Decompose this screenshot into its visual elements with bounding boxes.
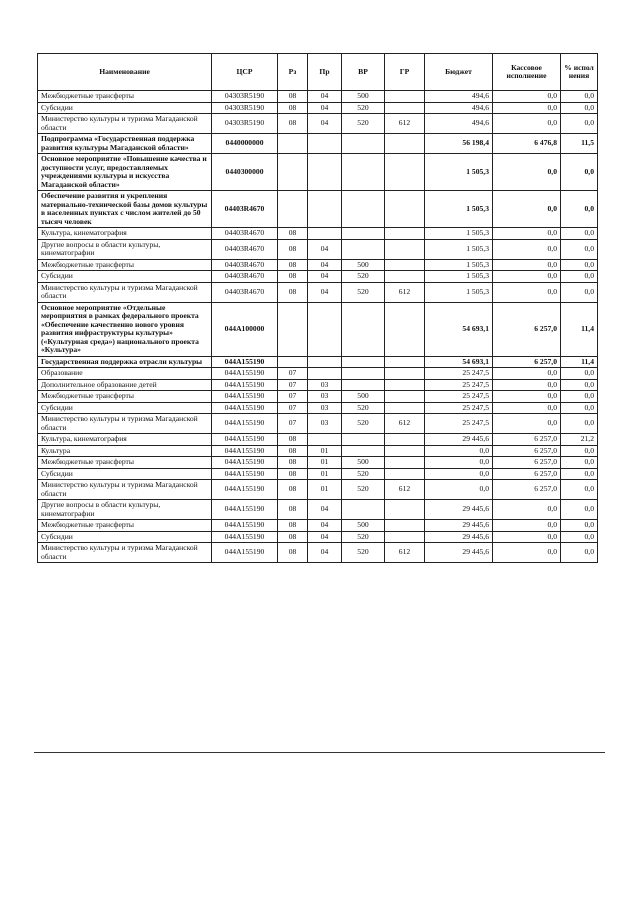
cell-budget: 0,0 <box>425 445 493 457</box>
cell-cash: 0,0 <box>493 239 561 259</box>
cell-cash: 0,0 <box>493 391 561 403</box>
cell-rz: 08 <box>278 457 308 469</box>
cell-rz: 08 <box>278 102 308 114</box>
header-vr: ВР <box>342 54 385 91</box>
cell-csr: 044A155190 <box>212 368 278 380</box>
cell-cash: 6 257,0 <box>493 356 561 368</box>
table-row <box>38 434 598 446</box>
table-row <box>38 259 598 271</box>
cell-rz: 08 <box>278 500 308 520</box>
cell-name: Основное мероприятие «Отдельные мероприятия в рамках федерального проекта «Обеспечение качественно нового уровня развития инфраструктуры культуры» («Культурная среда») национального проекта «Культура» <box>38 302 212 356</box>
cell-vr <box>342 434 385 446</box>
cell-gr <box>385 434 425 446</box>
cell-vr: 520 <box>342 271 385 283</box>
cell-csr: 044A155190 <box>212 402 278 414</box>
cell-name: Министерство культуры и туризма Магаданской области <box>38 414 212 434</box>
cell-gr <box>385 500 425 520</box>
cell-gr: 612 <box>385 480 425 500</box>
table-row <box>38 457 598 469</box>
table-row <box>38 228 598 240</box>
cell-percent: 0,0 <box>561 114 598 134</box>
table-row <box>38 379 598 391</box>
cell-vr: 520 <box>342 282 385 302</box>
cell-percent: 0,0 <box>561 543 598 563</box>
table-row <box>38 531 598 543</box>
cell-budget: 494,6 <box>425 91 493 103</box>
cell-pr <box>308 356 342 368</box>
table-row <box>38 302 598 356</box>
cell-vr: 500 <box>342 391 385 403</box>
cell-budget: 29 445,6 <box>425 434 493 446</box>
cell-pr: 03 <box>308 414 342 434</box>
cell-vr <box>342 368 385 380</box>
cell-cash: 6 257,0 <box>493 480 561 500</box>
cell-vr <box>342 500 385 520</box>
cell-cash: 0,0 <box>493 543 561 563</box>
cell-name: Обеспечение развития и укрепления материально-технической базы домов культуры в населенных пунктах с числом жителей до 50 тысяч человек <box>38 191 212 228</box>
cell-vr: 500 <box>342 520 385 532</box>
cell-percent: 0,0 <box>561 91 598 103</box>
table-row <box>38 102 598 114</box>
cell-vr: 500 <box>342 457 385 469</box>
cell-cash: 0,0 <box>493 102 561 114</box>
table-row <box>38 391 598 403</box>
cell-csr: 04303R5190 <box>212 91 278 103</box>
cell-csr: 044A155190 <box>212 468 278 480</box>
cell-vr: 520 <box>342 114 385 134</box>
table-row <box>38 445 598 457</box>
cell-cash: 6 257,0 <box>493 468 561 480</box>
cell-cash: 0,0 <box>493 91 561 103</box>
header-gr: ГР <box>385 54 425 91</box>
cell-vr <box>342 302 385 356</box>
cell-name: Государственная поддержка отрасли культуры <box>38 356 212 368</box>
cell-pr: 04 <box>308 239 342 259</box>
cell-pr: 04 <box>308 500 342 520</box>
cell-budget: 1 505,3 <box>425 191 493 228</box>
cell-budget: 1 505,3 <box>425 239 493 259</box>
cell-pr: 04 <box>308 520 342 532</box>
cell-gr <box>385 134 425 154</box>
cell-pr: 04 <box>308 91 342 103</box>
cell-csr: 044A155190 <box>212 356 278 368</box>
cell-cash: 0,0 <box>493 154 561 191</box>
cell-percent: 11,4 <box>561 356 598 368</box>
cell-pr <box>308 154 342 191</box>
cell-name: Субсидии <box>38 102 212 114</box>
cell-gr <box>385 91 425 103</box>
table-row <box>38 271 598 283</box>
cell-csr: 0440300000 <box>212 154 278 191</box>
cell-pr <box>308 302 342 356</box>
cell-cash: 0,0 <box>493 368 561 380</box>
cell-name: Субсидии <box>38 531 212 543</box>
header-percent: % испол нения <box>561 54 598 91</box>
cell-rz: 07 <box>278 414 308 434</box>
header-budget: Бюджет <box>425 54 493 91</box>
cell-percent: 0,0 <box>561 402 598 414</box>
header-cash: Кассовое исполнение <box>493 54 561 91</box>
cell-cash: 6 257,0 <box>493 457 561 469</box>
cell-budget: 54 693,1 <box>425 356 493 368</box>
cell-name: Межбюджетные трансферты <box>38 91 212 103</box>
cell-gr: 612 <box>385 414 425 434</box>
cell-cash: 0,0 <box>493 414 561 434</box>
cell-name: Субсидии <box>38 402 212 414</box>
cell-budget: 25 247,5 <box>425 391 493 403</box>
cell-rz: 08 <box>278 228 308 240</box>
cell-cash: 0,0 <box>493 114 561 134</box>
cell-percent: 0,0 <box>561 282 598 302</box>
table-row <box>38 282 598 302</box>
cell-gr <box>385 391 425 403</box>
cell-csr: 044A155190 <box>212 520 278 532</box>
header-csr: ЦСР <box>212 54 278 91</box>
cell-csr: 04403R4670 <box>212 282 278 302</box>
cell-csr: 04303R5190 <box>212 102 278 114</box>
cell-budget: 0,0 <box>425 457 493 469</box>
cell-rz: 07 <box>278 391 308 403</box>
cell-rz: 08 <box>278 259 308 271</box>
cell-budget: 54 693,1 <box>425 302 493 356</box>
cell-rz: 08 <box>278 271 308 283</box>
cell-budget: 25 247,5 <box>425 368 493 380</box>
cell-name: Межбюджетные трансферты <box>38 457 212 469</box>
cell-percent: 0,0 <box>561 468 598 480</box>
cell-cash: 0,0 <box>493 271 561 283</box>
cell-csr: 044A155190 <box>212 379 278 391</box>
cell-percent: 11,4 <box>561 302 598 356</box>
cell-vr: 520 <box>342 480 385 500</box>
cell-vr <box>342 239 385 259</box>
cell-gr <box>385 356 425 368</box>
cell-budget: 494,6 <box>425 114 493 134</box>
cell-csr: 04403R4670 <box>212 191 278 228</box>
table-row <box>38 414 598 434</box>
cell-rz: 08 <box>278 434 308 446</box>
cell-budget: 25 247,5 <box>425 402 493 414</box>
cell-csr: 044A155190 <box>212 414 278 434</box>
cell-name: Министерство культуры и туризма Магаданской области <box>38 543 212 563</box>
cell-rz <box>278 154 308 191</box>
cell-csr: 04303R5190 <box>212 114 278 134</box>
table-row <box>38 134 598 154</box>
cell-pr: 03 <box>308 391 342 403</box>
cell-vr <box>342 134 385 154</box>
table-row <box>38 543 598 563</box>
table-row <box>38 402 598 414</box>
cell-gr <box>385 271 425 283</box>
cell-percent: 0,0 <box>561 271 598 283</box>
cell-name: Министерство культуры и туризма Магаданской области <box>38 114 212 134</box>
cell-vr <box>342 445 385 457</box>
cell-rz: 08 <box>278 531 308 543</box>
cell-csr: 044A155190 <box>212 531 278 543</box>
cell-gr <box>385 368 425 380</box>
table-row <box>38 239 598 259</box>
cell-budget: 1 505,3 <box>425 228 493 240</box>
cell-name: Министерство культуры и туризма Магаданской области <box>38 282 212 302</box>
cell-pr <box>308 434 342 446</box>
cell-percent: 0,0 <box>561 520 598 532</box>
cell-pr: 04 <box>308 114 342 134</box>
cell-budget: 1 505,3 <box>425 282 493 302</box>
cell-percent: 0,0 <box>561 259 598 271</box>
cell-vr: 500 <box>342 91 385 103</box>
cell-cash: 0,0 <box>493 259 561 271</box>
cell-rz: 08 <box>278 239 308 259</box>
cell-cash: 6 257,0 <box>493 434 561 446</box>
cell-budget: 0,0 <box>425 480 493 500</box>
cell-percent: 0,0 <box>561 445 598 457</box>
cell-gr <box>385 191 425 228</box>
table-row <box>38 368 598 380</box>
cell-budget: 1 505,3 <box>425 259 493 271</box>
cell-rz: 08 <box>278 543 308 563</box>
cell-gr <box>385 228 425 240</box>
cell-pr: 04 <box>308 259 342 271</box>
cell-gr <box>385 468 425 480</box>
cell-name: Субсидии <box>38 468 212 480</box>
cell-vr <box>342 154 385 191</box>
cell-pr: 01 <box>308 445 342 457</box>
header-pr: Пр <box>308 54 342 91</box>
cell-pr: 01 <box>308 468 342 480</box>
cell-csr: 044A155190 <box>212 500 278 520</box>
cell-percent: 0,0 <box>561 191 598 228</box>
cell-gr <box>385 102 425 114</box>
cell-percent: 0,0 <box>561 368 598 380</box>
cell-pr <box>308 191 342 228</box>
table-row <box>38 480 598 500</box>
table-row <box>38 191 598 228</box>
cell-vr <box>342 379 385 391</box>
cell-csr: 044A155190 <box>212 434 278 446</box>
table-row <box>38 356 598 368</box>
cell-percent: 0,0 <box>561 228 598 240</box>
cell-pr: 01 <box>308 457 342 469</box>
cell-cash: 0,0 <box>493 379 561 391</box>
cell-name: Основное мероприятие «Повышение качества и доступности услуг, предоставляемых учреждениями культуры и искусства Магаданской области» <box>38 154 212 191</box>
cell-percent: 0,0 <box>561 457 598 469</box>
table-row <box>38 468 598 480</box>
cell-budget: 25 247,5 <box>425 414 493 434</box>
cell-budget: 0,0 <box>425 468 493 480</box>
cell-rz: 08 <box>278 468 308 480</box>
cell-vr <box>342 228 385 240</box>
cell-name: Межбюджетные трансферты <box>38 391 212 403</box>
cell-percent: 0,0 <box>561 531 598 543</box>
header-name: Наименование <box>38 54 212 91</box>
cell-csr: 044A155190 <box>212 445 278 457</box>
cell-rz <box>278 191 308 228</box>
cell-name: Другие вопросы в области культуры, кинематографии <box>38 239 212 259</box>
cell-percent: 0,0 <box>561 414 598 434</box>
cell-rz <box>278 134 308 154</box>
cell-name: Культура, кинематография <box>38 434 212 446</box>
cell-gr <box>385 457 425 469</box>
cell-rz: 08 <box>278 114 308 134</box>
table-row <box>38 91 598 103</box>
header-rz: Рз <box>278 54 308 91</box>
cell-cash: 0,0 <box>493 531 561 543</box>
cell-percent: 0,0 <box>561 500 598 520</box>
budget-table <box>37 53 598 563</box>
cell-rz: 08 <box>278 91 308 103</box>
cell-pr: 04 <box>308 531 342 543</box>
cell-csr: 044A100000 <box>212 302 278 356</box>
cell-vr: 520 <box>342 402 385 414</box>
cell-percent: 21,2 <box>561 434 598 446</box>
cell-gr <box>385 302 425 356</box>
cell-name: Подпрограмма «Государственная поддержка развития культуры Магаданской области» <box>38 134 212 154</box>
cell-rz: 08 <box>278 520 308 532</box>
table-header-row <box>38 54 598 91</box>
cell-budget: 494,6 <box>425 102 493 114</box>
cell-pr <box>308 228 342 240</box>
table-row <box>38 500 598 520</box>
cell-gr <box>385 379 425 391</box>
cell-pr: 04 <box>308 543 342 563</box>
cell-gr <box>385 520 425 532</box>
cell-gr: 612 <box>385 543 425 563</box>
cell-csr: 044A155190 <box>212 457 278 469</box>
cell-percent: 0,0 <box>561 379 598 391</box>
cell-budget: 29 445,6 <box>425 500 493 520</box>
cell-name: Субсидии <box>38 271 212 283</box>
cell-vr: 520 <box>342 531 385 543</box>
cell-vr: 520 <box>342 414 385 434</box>
cell-gr <box>385 154 425 191</box>
cell-csr: 04403R4670 <box>212 271 278 283</box>
cell-percent: 0,0 <box>561 102 598 114</box>
cell-cash: 6 257,0 <box>493 445 561 457</box>
cell-gr: 612 <box>385 114 425 134</box>
table-body <box>38 91 598 563</box>
cell-cash: 0,0 <box>493 282 561 302</box>
cell-name: Межбюджетные трансферты <box>38 259 212 271</box>
cell-percent: 11,5 <box>561 134 598 154</box>
cell-gr <box>385 259 425 271</box>
cell-percent: 0,0 <box>561 480 598 500</box>
cell-vr <box>342 191 385 228</box>
cell-pr: 03 <box>308 379 342 391</box>
cell-pr: 03 <box>308 402 342 414</box>
cell-name: Культура <box>38 445 212 457</box>
cell-csr: 044A155190 <box>212 480 278 500</box>
cell-rz: 08 <box>278 480 308 500</box>
cell-gr <box>385 445 425 457</box>
cell-gr: 612 <box>385 282 425 302</box>
cell-cash: 0,0 <box>493 500 561 520</box>
cell-gr <box>385 239 425 259</box>
cell-rz: 07 <box>278 379 308 391</box>
cell-budget: 29 445,6 <box>425 531 493 543</box>
cell-name: Культура, кинематография <box>38 228 212 240</box>
cell-rz: 07 <box>278 402 308 414</box>
cell-budget: 29 445,6 <box>425 520 493 532</box>
cell-name: Другие вопросы в области культуры, кинематографии <box>38 500 212 520</box>
cell-pr: 04 <box>308 102 342 114</box>
cell-name: Дополнительное образование детей <box>38 379 212 391</box>
cell-rz: 08 <box>278 445 308 457</box>
cell-csr: 044A155190 <box>212 543 278 563</box>
footer-divider <box>34 752 605 753</box>
cell-budget: 25 247,5 <box>425 379 493 391</box>
cell-cash: 0,0 <box>493 228 561 240</box>
cell-cash: 6 476,8 <box>493 134 561 154</box>
cell-csr: 044A155190 <box>212 391 278 403</box>
cell-name: Министерство культуры и туризма Магаданской области <box>38 480 212 500</box>
cell-vr: 520 <box>342 468 385 480</box>
cell-percent: 0,0 <box>561 154 598 191</box>
cell-budget: 1 505,3 <box>425 154 493 191</box>
cell-csr: 0440000000 <box>212 134 278 154</box>
cell-budget: 1 505,3 <box>425 271 493 283</box>
cell-cash: 0,0 <box>493 191 561 228</box>
cell-cash: 0,0 <box>493 520 561 532</box>
cell-gr <box>385 402 425 414</box>
table-row <box>38 520 598 532</box>
cell-cash: 0,0 <box>493 402 561 414</box>
cell-pr <box>308 368 342 380</box>
cell-percent: 0,0 <box>561 391 598 403</box>
cell-cash: 6 257,0 <box>493 302 561 356</box>
cell-pr <box>308 134 342 154</box>
cell-rz: 08 <box>278 282 308 302</box>
cell-vr: 520 <box>342 102 385 114</box>
cell-rz <box>278 356 308 368</box>
cell-pr: 04 <box>308 271 342 283</box>
cell-pr: 04 <box>308 282 342 302</box>
cell-rz: 07 <box>278 368 308 380</box>
cell-csr: 04403R4670 <box>212 228 278 240</box>
cell-name: Межбюджетные трансферты <box>38 520 212 532</box>
cell-budget: 56 198,4 <box>425 134 493 154</box>
cell-csr: 04403R4670 <box>212 239 278 259</box>
table-row <box>38 154 598 191</box>
cell-gr <box>385 531 425 543</box>
table-row <box>38 114 598 134</box>
cell-vr <box>342 356 385 368</box>
cell-csr: 04403R4670 <box>212 259 278 271</box>
cell-name: Образование <box>38 368 212 380</box>
cell-vr: 520 <box>342 543 385 563</box>
cell-vr: 500 <box>342 259 385 271</box>
cell-budget: 29 445,6 <box>425 543 493 563</box>
cell-rz <box>278 302 308 356</box>
cell-percent: 0,0 <box>561 239 598 259</box>
cell-pr: 01 <box>308 480 342 500</box>
